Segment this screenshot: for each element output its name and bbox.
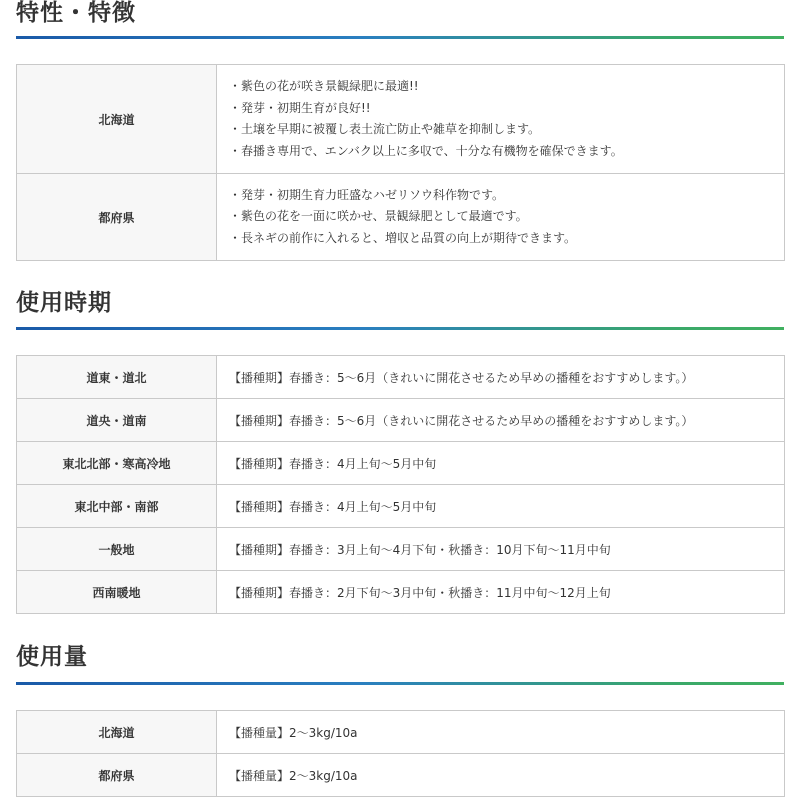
timing-region-label: 道東・道北 [17, 356, 217, 399]
amount-heading-rule [16, 682, 784, 685]
features-table [16, 64, 785, 261]
timing-region-label: 一般地 [17, 528, 217, 571]
feature-line: ・発芽・初期生育力旺盛なハゼリソウ科作物です。 [229, 187, 505, 202]
amount-sowing-rate: 【播種量】2～3kg/10a [217, 711, 785, 754]
table-row [17, 65, 785, 174]
amount-region-label: 北海道 [17, 711, 217, 754]
features-region-description [217, 65, 785, 174]
timing-sowing-period: 【播種期】春播き：4月上旬～5月中旬 [217, 442, 785, 485]
features-region-label: 都府県 [17, 174, 217, 261]
table-row [17, 571, 785, 614]
table-row [17, 754, 785, 797]
features-heading-rule [16, 36, 784, 39]
timing-sowing-period: 【播種期】春播き：3月上旬～4月下旬・秋播き：10月下旬～11月中旬 [217, 528, 785, 571]
feature-line: ・発芽・初期生育が良好!! [229, 100, 371, 115]
amount-table [16, 710, 785, 797]
timing-region-label: 東北北部・寒高冷地 [17, 442, 217, 485]
table-row [17, 711, 785, 754]
table-row [17, 174, 785, 261]
timing-sowing-period: 【播種期】春播き：4月上旬～5月中旬 [217, 485, 785, 528]
amount-sowing-rate: 【播種量】2～3kg/10a [217, 754, 785, 797]
table-row [17, 485, 785, 528]
timing-sowing-period: 【播種期】春播き：5～6月（きれいに開花させるため早めの播種をおすすめします。） [217, 399, 785, 442]
features-region-description [217, 174, 785, 261]
table-row [17, 442, 785, 485]
timing-region-label: 東北中部・南部 [17, 485, 217, 528]
timing-heading-rule [16, 327, 784, 330]
timing-sowing-period: 【播種期】春播き：5～6月（きれいに開花させるため早めの播種をおすすめします。） [217, 356, 785, 399]
table-row [17, 528, 785, 571]
features-heading: 特性・特徴 [16, 0, 136, 26]
timing-region-label: 道央・道南 [17, 399, 217, 442]
features-region-label: 北海道 [17, 65, 217, 174]
timing-table [16, 355, 785, 614]
amount-heading: 使用量 [16, 644, 88, 670]
timing-sowing-period: 【播種期】春播き：2月下旬～3月中旬・秋播き：11月中旬～12月上旬 [217, 571, 785, 614]
amount-region-label: 都府県 [17, 754, 217, 797]
feature-line: ・春播き専用で、エンバク以上に多収で、十分な有機物を確保できます。 [229, 143, 623, 158]
table-row [17, 356, 785, 399]
table-row [17, 399, 785, 442]
feature-line: ・紫色の花が咲き景観緑肥に最適!! [229, 79, 419, 93]
feature-line: ・紫色の花を一面に咲かせ、景観緑肥として最適です。 [229, 209, 528, 224]
timing-region-label: 西南暖地 [17, 571, 217, 614]
timing-heading: 使用時期 [16, 290, 112, 316]
feature-line: ・土壌を早期に被覆し表土流亡防止や雑草を抑制します。 [229, 122, 541, 136]
feature-line: ・長ネギの前作に入れると、増収と品質の向上が期待できます。 [229, 230, 577, 245]
